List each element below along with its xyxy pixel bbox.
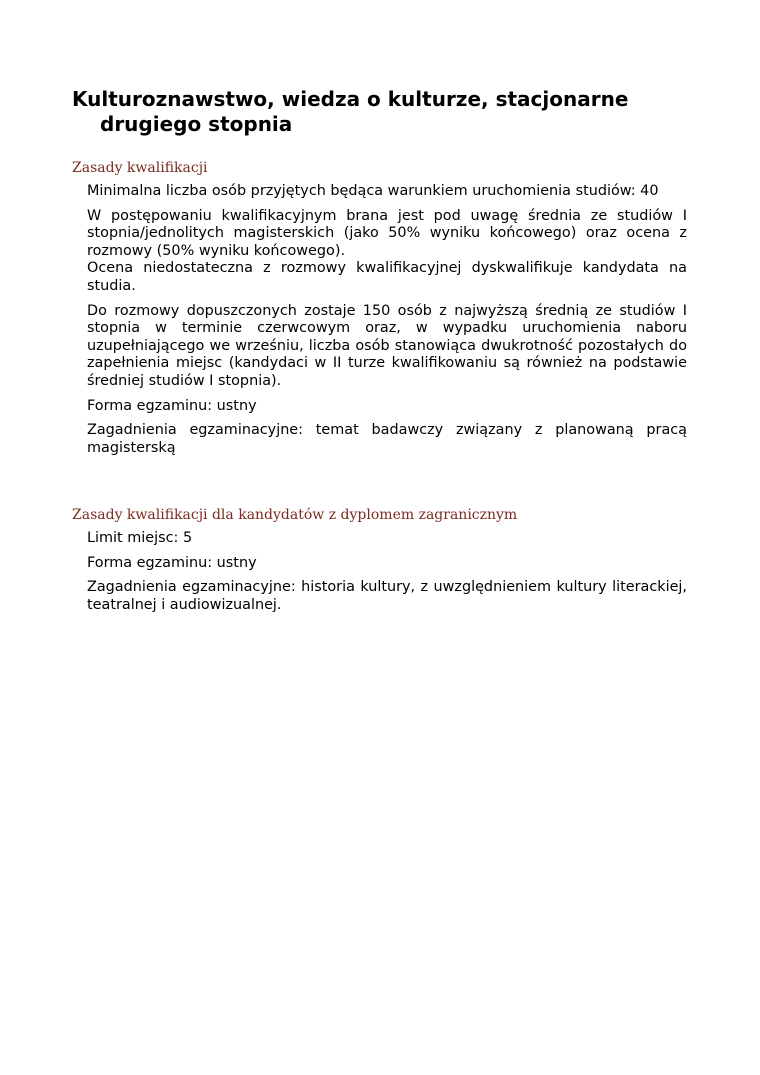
- paragraph-exam-topics: Zagadnienia egzaminacyjne: temat badawczy związany z planowaną pracą magisterską: [87, 422, 687, 456]
- paragraph-exam-form-foreign: Forma egzaminu: ustny: [87, 554, 257, 571]
- paragraph-interview-admission: Do rozmowy dopuszczonych zostaje 150 osób z najwyższą średnią ze studiów I stopnia w terminie czerwcowym oraz, w wypadku uruchomienia naboru uzupełniającego we wrześniu, liczba osób stanowiąca dwukrotność pozostałych do zapełnienia miejsc (kandydaci w II turze kwalifikowaniu są również na podstawie średniej studiów I stopnia).: [87, 302, 687, 389]
- paragraph-exam-form: Forma egzaminu: ustny: [87, 397, 257, 414]
- paragraph-exam-topics-foreign: Zagadnienia egzaminacyjne: historia kultury, z uwzględnieniem kultury literackiej, teatralnej i audiowizualnej.: [87, 579, 687, 613]
- paragraph-place-limit: Limit miejsc: 5: [87, 530, 193, 546]
- section-body-foreign-diploma: [87, 530, 687, 621]
- section-heading-foreign-diploma: Zasady kwalifikacji dla kandydatów z dyplomem zagranicznym: [72, 507, 518, 523]
- page-title: Kulturoznawstwo, wiedza o kulturze, stacjonarne drugiego stopnia: [72, 87, 629, 136]
- section-body-qualification: [87, 183, 687, 464]
- paragraph-qualification-criteria: W postępowaniu kwalifikacyjnym brana jest pod uwagę średnia ze studiów I stopnia/jednolitych magisterskich (jako 50% wyniku końcowego) oraz ocena z rozmowy (50% wyniku końcowego).: [87, 207, 687, 259]
- paragraph-minimum-enrollment: Minimalna liczba osób przyjętych będąca warunkiem uruchomienia studiów: 40: [87, 183, 659, 199]
- paragraph-failing-grade: Ocena niedostateczna z rozmowy kwalifikacyjnej dyskwalifikuje kandydata na studia.: [87, 260, 687, 294]
- section-heading-qualification: Zasady kwalifikacji: [72, 160, 208, 176]
